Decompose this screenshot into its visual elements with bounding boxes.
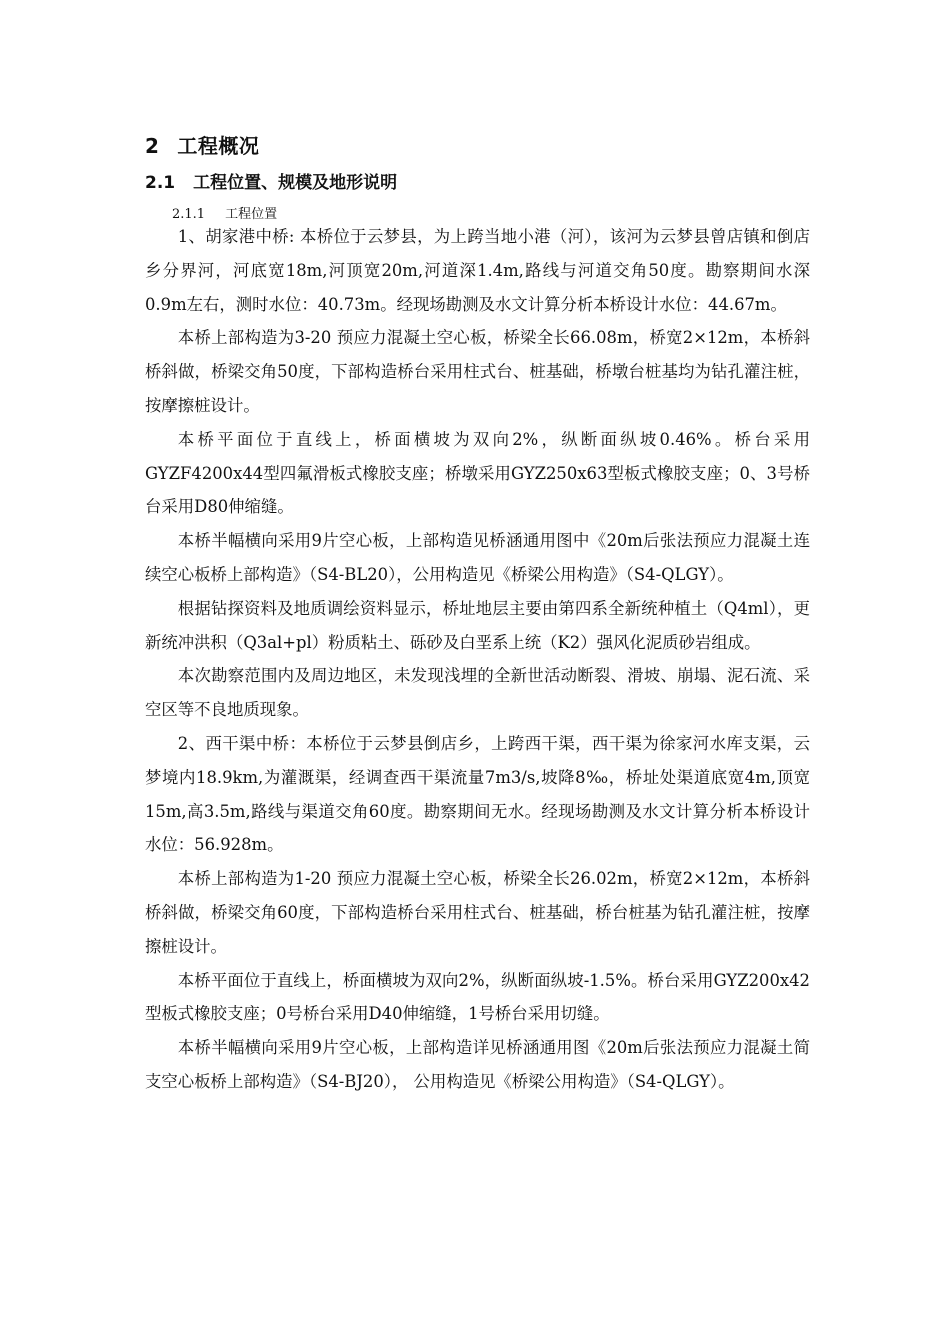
subsection-number: 2.1.1 [172, 207, 206, 222]
paragraph: 1、胡家港中桥: 本桥位于云梦县，为上跨当地小港（河），该河为云梦县曾店镇和倒店乡分界河，河底宽18m,河顶宽20m,河道深1.4m,路线与河道交角50度。勘察期间水深0.9m左右，测时水位：40.73m。经现场勘测及水文计算分析本桥设计水位：44.67m。 [145, 227, 810, 314]
paragraph: 根据钻探资料及地质调绘资料显示，桥址地层主要由第四系全新统种植土（Q4ml），更新统冲洪积（Q3al+pl）粉质粘土、砾砂及白垩系上统（K2）强风化泥质砂岩组成。 [145, 598, 810, 652]
subsection-title: 工程位置 [225, 207, 278, 222]
paragraph: 本桥半幅横向采用9片空心板，上部构造见桥涵通用图中《20m后张法预应力混凝土连续空心板桥上部构造》（S4-BL20），公用构造见《桥梁公用构造》（S4-QLGY）。 [145, 531, 810, 584]
chapter-heading [145, 130, 259, 159]
body-text [145, 220, 810, 1099]
paragraph: 本桥平面位于直线上，桥面横坡为双向2%，纵断面纵坡0.46%。桥台采用GYZF4200x44型四氟滑板式橡胶支座；桥墩采用GYZ250x63型板式橡胶支座；0、3号桥台采用D80伸缩缝。 [145, 429, 810, 517]
paragraph: 本桥平面位于直线上，桥面横坡为双向2%，纵断面纵坡-1.5%。桥台采用GYZ200x42型板式橡胶支座；0号桥台采用D40伸缩缝，1号桥台采用切缝。 [145, 970, 810, 1024]
section-heading [145, 168, 397, 193]
chapter-number: 2 [145, 134, 160, 158]
paragraph: 本桥上部构造为1-20 预应力混凝土空心板，桥梁全长26.02m，桥宽2×12m，本桥斜桥斜做，桥梁交角60度，下部构造桥台采用柱式台、桩基础，桥台桩基为钻孔灌注桩，按摩擦桩设计。 [145, 869, 810, 956]
chapter-title: 工程概况 [177, 134, 260, 158]
paragraph: 本桥上部构造为3-20 预应力混凝土空心板，桥梁全长66.08m，桥宽2×12m，本桥斜桥斜做，桥梁交角50度，下部构造桥台采用柱式台、桩基础，桥墩台桩基均为钻孔灌注桩，按摩擦桩设计。 [145, 328, 810, 415]
section-number: 2.1 [145, 173, 176, 193]
paragraph: 2、西干渠中桥：本桥位于云梦县倒店乡，上跨西干渠，西干渠为徐家河水库支渠，云梦境内18.9km,为灌溉渠，经调查西干渠流量7m3/s,坡降8‰，桥址处渠道底宽4m,顶宽15m,高3.5m,路线与渠道交角60度。勘察期间无水。经现场勘测及水文计算分析本桥设计水位：56.928m。 [145, 733, 810, 855]
paragraph: 本桥半幅横向采用9片空心板，上部构造详见桥涵通用图《20m后张法预应力混凝土简支空心板桥上部构造》（S4-BJ20）， 公用构造见《桥梁公用构造》（S4-QLGY）。 [145, 1038, 810, 1091]
section-title: 工程位置、规模及地形说明 [193, 173, 398, 193]
paragraph: 本次勘察范围内及周边地区，未发现浅埋的全新世活动断裂、滑坡、崩塌、泥石流、采空区等不良地质现象。 [145, 666, 810, 720]
